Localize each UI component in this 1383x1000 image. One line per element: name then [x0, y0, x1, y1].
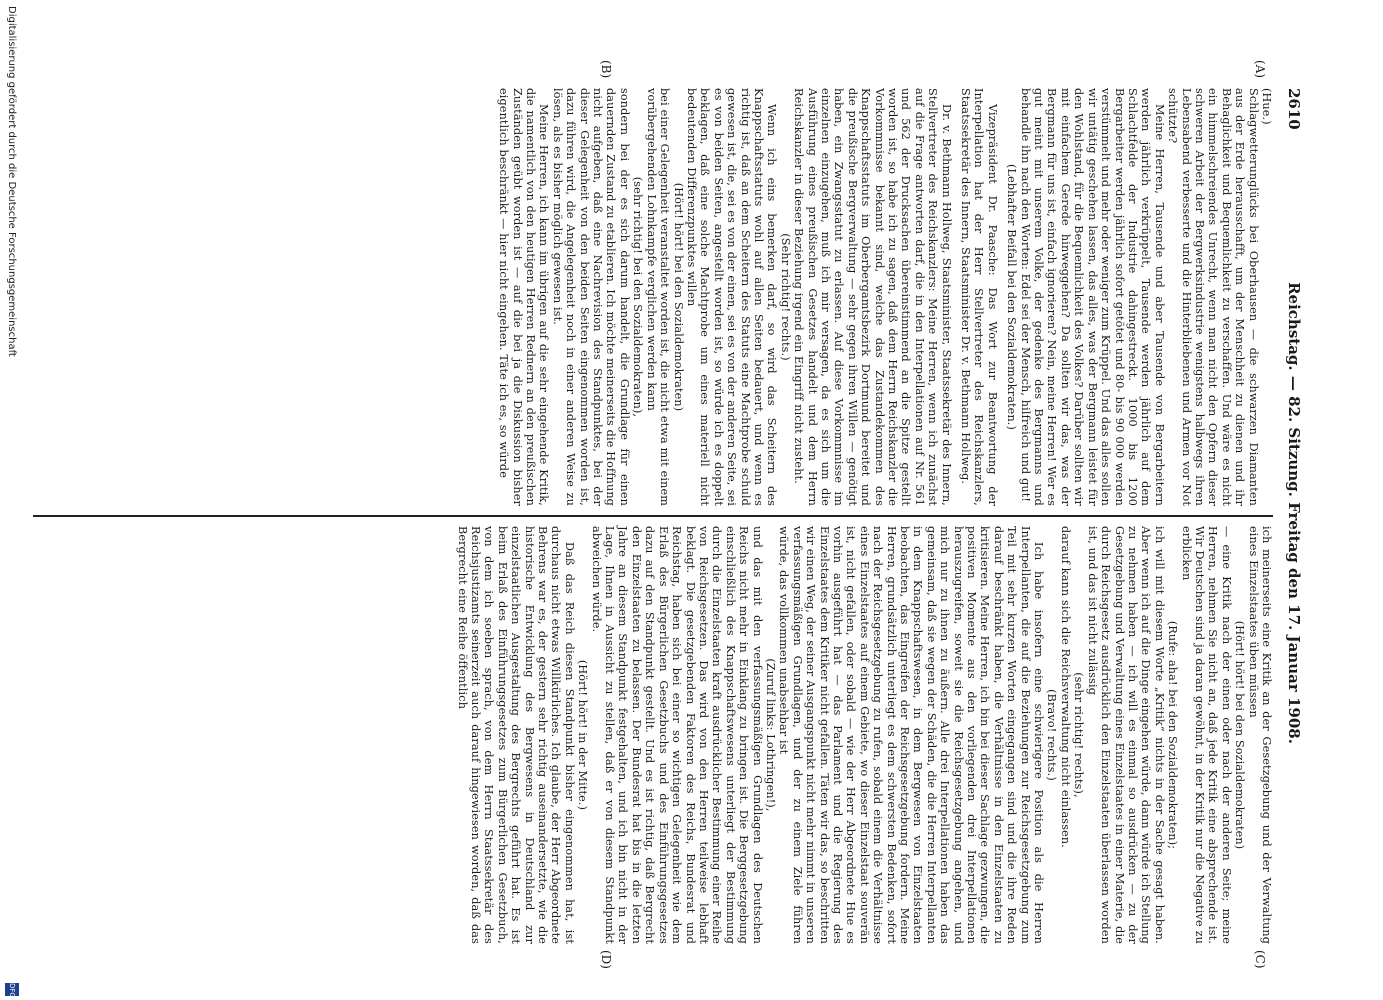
- margin-marker-c: (C): [1253, 950, 1267, 969]
- paragraph: Meine Herren, ich kann im übrigen auf die sehr eingehende Kritik, die namentlich von den heutigen Herren Rednern an den preußischen Zuständen geübt worden ist — auf die bei ja die Diskussion bisher eigentlich beschränkt — hier nicht eingehen. Täte ich es, so würde: [497, 88, 551, 506]
- paragraph: Schlagwetterunglücks bei Oberhausen — die schwarzen Diamanten aus der Erde herausschafft, um der Menschheit zu dienen und ihr Behaglichkeit und Bequemlichkeit zu verschaffen. Und wäre es nicht ein himmelschreiendes Unrecht, wenn man nicht den Opfern dieser schweren Arbeit der Bergwerksindustrie wenigstens halbwegs ihren Lebensabend verbesserte und die Hinterbliebenen und Armen vor Not schützte?: [1166, 88, 1260, 506]
- right-column: [53, 526, 1273, 944]
- page-title: Reichstag. — 82. Sitzung. Freitag den 17. Januar 1908.: [1285, 282, 1303, 744]
- paragraph: und das mit den verfassungsmäßigen Grundlagen des Deutschen Reichs nicht mehr in Einklang zu bringen ist. Die Berggesetzgebung einschließlich des Knappschaftswesens unterliegt der Bestimmung durch die Einzelstaaten kraft ausdrücklicher Bestimmung einer Reihe von Reichsgesetzen. Das wird von den Herren teilweise lebhaft beklagt. Die gesetzgebenden Faktoren des Reichs, Bundesrat und Reichstag, haben sich bei einer so wichtigen Gelegenheit wie dem Erlaß des Bürgerlichen Gesetzbuchs und des Einführungsgesetzes dazu auf den Standpunkt gestellt. Und es ist richtig, daß Bergrecht den Einzelstaaten zu belassen. Der Bundesrat hat bis in die letzten Jahre an diesem Standpunkt festgehalten, und ich bin nicht in der Lage, Ihnen in Aussicht zu stellen, daß er von diesem Standpunkt abweichen würde.: [589, 526, 764, 944]
- paragraph: Dr. v. Bethmann Hollweg, Staatsminister, Staatssekretär des Innern, Stellvertreter des Reichskanzlers: Meine Herren, wenn ich zunächst auf die Frage antworten darf, die in den Interpellationen auf Nr. 561 und 562 der Drucksachen übereinstimmend an die Spitze gestellt worden ist, so habe ich zu sagen, daß dem Herrn Reichskanzler die Vorkommnisse bekannt sind, welche das Zustandekommen des Knappschaftsstatuts im Oberbergamtsbezirk Dortmund bereitet und die preußische Bergverwaltung — sehr gegen ihren Willen — genötigt haben, ein Zwangsstatut zu erlassen. Auf diese Vorkommnisse im einzelnen einzugehen, muß ich mir versagen, da es sich um die Ausführung eines preußischen Gesetzes handelt und dem Herrn Reichskanzler in dieser Beziehung irgend ein Eingriff nicht zusteht.: [792, 88, 953, 506]
- paragraph: Daß das Reich diesen Standpunkt bisher eingenommen hat, ist durchaus nicht etwas Willkürliches. Ich glaube, der Herr Abgeordnete Behrens war es, der gestern sehr richtig auseinandersetzte, wie die historische Entwicklung des Bergwesens in Deutschland zur einzelstaatlichen Ausgestaltung des Bergrechts geführt hat. Es ist beim Erlaß des Einführungsgesetzes zum Bürgerlichen Gesetzbuch, von dem ich soeben sprach, von dem Herrn Staatssekretär des Reichsjustizamts seinerzeit auch darauf hingewiesen worden, daß das Bergrecht eine Reihe öffentlich: [455, 526, 576, 944]
- paragraph: ich meinerseits eine Kritik an der Gesetzgebung und der Verwaltung eines Einzelstaates üben müssen: [1246, 526, 1273, 944]
- paragraph: (sehr richtig! rechts),: [1072, 672, 1086, 798]
- left-column: [53, 88, 1273, 506]
- page-header: [1281, 78, 1303, 948]
- paragraph: (Bravo! rechts.): [1045, 689, 1059, 781]
- paragraph: (Hört! hört! in der Mitte.): [576, 659, 590, 811]
- paragraph: (Hue.): [1260, 88, 1273, 125]
- paragraph: — eine Kritik nach der einen oder nach der anderen Seite; meine Herren, nehmen Sie nicht an, daß jede Kritik eine absprechende ist. Wir Deutschen sind ja daran gewöhnt, in der Kritik nur die Negative zu erblicken: [1179, 526, 1233, 944]
- dfg-logo-icon: DFG: [5, 983, 19, 996]
- paragraph: Ich habe insofern eine schwierigere Position als die Herren Interpellanten, die auf die Beziehungen zur Reichsgesetzgebung zum Teil mit sehr kurzen Worten eingegangen sind und die ihre Reden darauf beschränkt haben, die Verhältnisse in den Einzelstaaten zu kritisieren. Meine Herren, ich bin bei dieser Sachlage gezwungen, die positiven Momente aus den vorliegenden drei Interpellationen herauszugreifen, soweit sie die Reichsgesetzgebung angehen, und mich nur zu ihnen zu äußern. Alle drei Interpellationen haben das gemeinsam, daß sie wegen der Schäden, die die Herren Interpellanten in dem Knappschaftswesen, in dem Bergwesen von Einzelstaaten beobachten, das Eingreifen der Reichsgesetzgebung fordern. Meine Herren, grundsätzlich unterliegt es dem schwersten Bedenken, sofort nach der Reichsgesetzgebung zu rufen, sobald einem die Verhältnisse eines Einzelstaates auf einem Gebiete, wo dieser Einzelstaat souverän ist, nicht gefallen, oder sobald — wie der Herr Abgeordnete Hue es vorhin ausgeführt hat — das Parlament und die Regierung des Einzelstaates dem Kritiker nicht gefallen. Täten wir das, so beschritten wir einen Weg, der seiner Ausgangspunkt nicht mehr nimmt in unseren verfassungsmäßigen Grundlagen, und der zu einem Ziele führen würde, das vollkommen unabsehbar ist: [777, 526, 1046, 944]
- paragraph: sondern bei der es sich darum handelt, die Grundlage für einen dauernden Zustand zu etablieren. Ich möchte meinerseits die Hoffnung nicht aufgeben, daß eine Nachrevision des Standpunktes, bei der dieser Gelegenheit von den beiden Seiten eingenommen worden ist, dazu führen wird, die Angelegenheit noch in einer anderen Weise zu lösen, als es bisher möglich gewesen ist.: [550, 88, 631, 506]
- paragraph: (Lebhafter Beifall bei den Sozialdemokraten.): [1005, 163, 1019, 431]
- paragraph: Vizepräsident Dr. Paasche: Das Wort zur Beantwortung der Interpellation hat der Herr Stellvertreter des Reichskanzlers, Staatssekretär des Innern, Staatsminister Dr. v. Bethmann Hollweg.: [959, 88, 999, 506]
- footer-credit: Digitalisierung gefördert durch die Deutsche Forschungsgemeinschaft: [6, 6, 17, 357]
- paragraph: (sehr richtig! bei den Sozialdemokraten),: [631, 176, 645, 418]
- margin-marker-a: (A): [1253, 60, 1267, 79]
- margin-marker-d: (D): [599, 950, 613, 969]
- paragraph: Wenn ich eins bemerken darf, so wird das Scheitern des Knappschaftsstatuts wohl auf allen Seiten bedauert, und wenn es richtig ist, daß an dem Scheitern des Statuts eine Machtprobe schuld gewesen ist, die, sei es von der einen, sei es von der anderen Seite, sei es von beiden Seiten, angestellt worden ist, so würde ich es doppelt beklagen, daß eine solche Machtprobe um eines materiell nicht bedeutenden Differenzpunktes willen: [684, 88, 779, 506]
- paragraph: (Hört! hört! bei den Sozialdemokraten): [671, 182, 685, 412]
- paragraph: (Rufe: aha! bei den Sozialdemokraten);: [1166, 620, 1180, 850]
- paragraph: (Sehr richtig! rechts.): [778, 233, 792, 361]
- margin-marker-b: (B): [599, 60, 613, 79]
- page-number: 2610: [1285, 88, 1303, 130]
- paragraph: bei einer Gelegenheit veranstaltet worden ist, die nicht etwa mit einem vorübergehenden Lohnkampfe verglichen werden kann: [644, 88, 672, 506]
- paragraph: (Zuruf links: Lothringen!),: [763, 658, 777, 812]
- paragraph: ich will mit diesem Worte „Kritik“ nichts in der Sache gesagt haben. Aber wenn ich auf die Dinge eingehen würde, dann würde ich Stellung zu nehmen haben — ich will es einmal so ausdrücken — zu der Gesetzgebung und Verwaltung eines Einzelstaates in einer Materie, die durch Reichsgesetz ausdrücklich den Einzelstaaten überlassen worden ist, und das ist nicht zulässig: [1085, 526, 1166, 944]
- column-divider: [33, 515, 1273, 517]
- paragraph: Meine Herren, Tausende und aber Tausende von Bergarbeitern werden jährlich verkrüppelt, Tausende werden jährlich auf dem Schlachtfelde der Industrie dahingestreckt. 1000 bis 1200 Bergarbeiter werden jährlich sofort getötet und 80- bis 90 000 werden verstümmelt und mehr oder weniger zum Krüppel. Und das alles sollen wir untätig geschehen lassen, das alles, was der Bergmann leistet für den Wohlstand, für die Bequemlichkeit des Volkes? Darüber sollten wir mit einfachem Gerede hinweggehen? Da sollten wir das, was der Bergmann für uns ist, einfach ignorieren? Nein, meine Herren! Wer es gut meint mit unserem Volke, der gedenke des Bergmanns und behandle ihn nach den Worten: Edel sei der Mensch, hilfreich und gut!: [1018, 88, 1166, 506]
- page-content: [23, 60, 1303, 969]
- paragraph: (Hört! hört! bei den Sozialdemokraten): [1233, 620, 1247, 850]
- paragraph: darauf kann sich die Reichsverwaltung nicht einlassen.: [1058, 526, 1072, 848]
